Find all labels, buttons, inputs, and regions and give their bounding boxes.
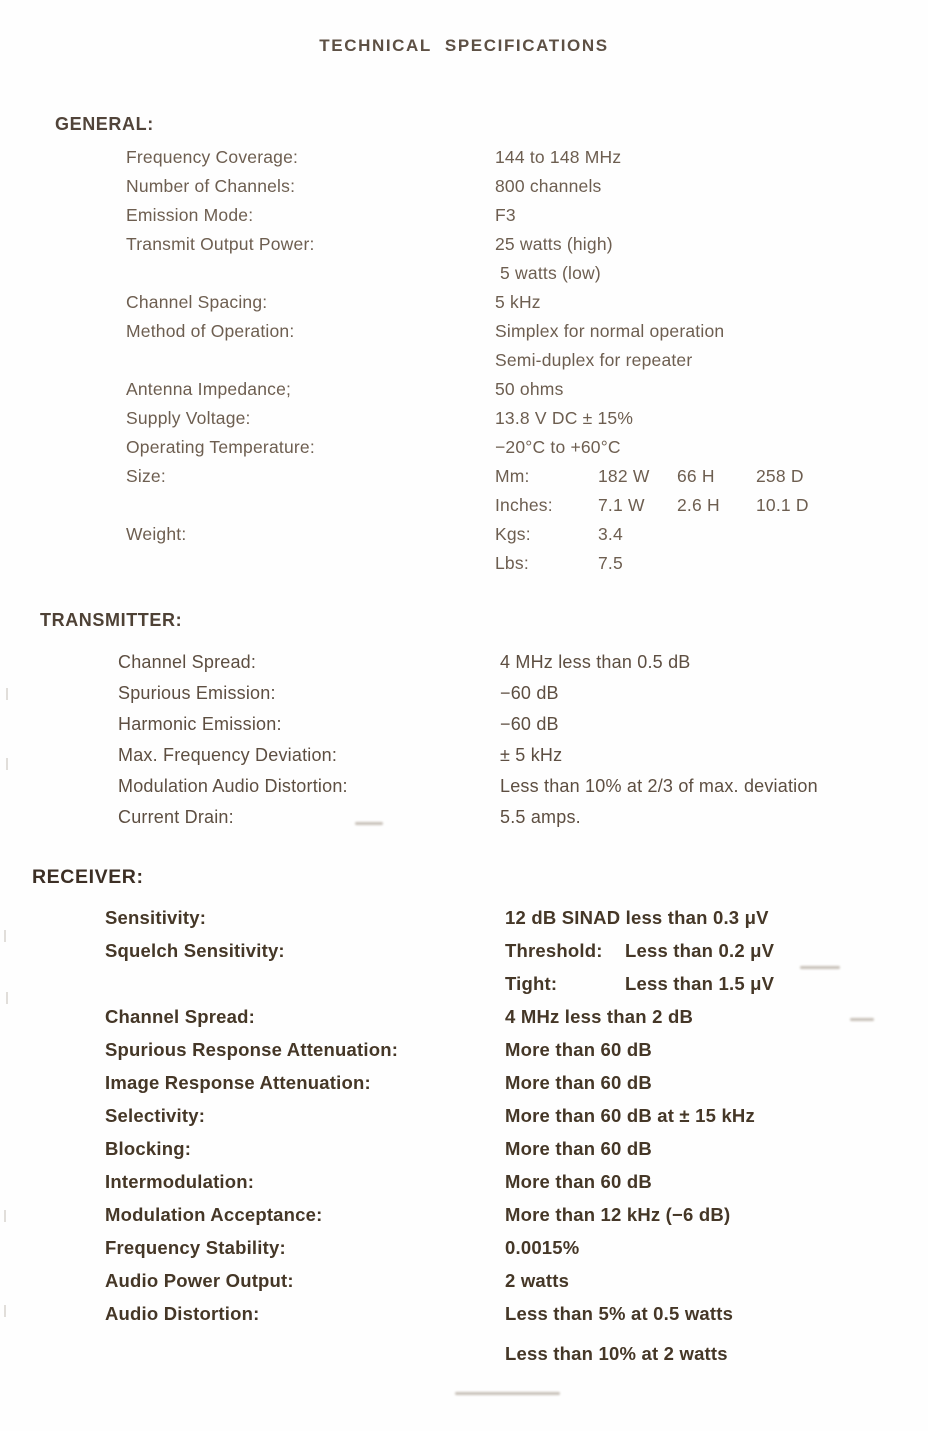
spec-value-segment: Lbs:: [495, 553, 529, 573]
scan-artifact: [355, 822, 383, 825]
section-heading-receiver: RECEIVER:: [32, 866, 144, 888]
spec-value-line: [495, 549, 835, 578]
spec-label: Channel Spread:: [118, 652, 257, 672]
spec-row: [126, 172, 835, 201]
spec-value-segment: Tight:: [505, 973, 558, 994]
spec-label: Method of Operation:: [126, 321, 295, 341]
spec-row: [105, 901, 774, 934]
spec-row: [118, 647, 818, 678]
spec-value: [505, 1165, 774, 1198]
spec-value: [495, 143, 835, 172]
spec-value-segment: 7.5: [598, 553, 623, 573]
spec-label: Audio Distortion:: [105, 1303, 260, 1324]
spec-value-segment: 3.4: [598, 524, 623, 544]
spec-value: [505, 1198, 774, 1231]
spec-value-segment: 258 D: [756, 466, 804, 486]
spec-value: [500, 647, 818, 678]
spec-value-line: 2 watts: [505, 1270, 570, 1291]
spec-value-segment: Kgs:: [495, 524, 531, 544]
spec-value-line: 25 watts (high): [495, 234, 613, 254]
spec-value: [495, 433, 835, 462]
spec-value-segment: Mm:: [495, 466, 530, 486]
spec-label: Transmit Output Power:: [126, 234, 315, 254]
spec-value-line: More than 60 dB: [505, 1039, 652, 1060]
spec-value-line: 5.5 amps.: [500, 807, 581, 827]
spec-value-segment: Less than 0.2 μV: [625, 940, 775, 961]
spec-label: Image Response Attenuation:: [105, 1072, 371, 1093]
spec-value-line: Semi-duplex for repeater: [495, 350, 693, 370]
spec-value-line: [505, 967, 774, 1000]
spec-value-segment: 66 H: [677, 466, 715, 486]
scan-artifact: [6, 758, 8, 770]
spec-row: [126, 230, 835, 288]
spec-value-line: [495, 520, 835, 549]
spec-row: [126, 143, 835, 172]
spec-row: [105, 1297, 774, 1370]
spec-value-line: More than 60 dB at ± 15 kHz: [505, 1105, 755, 1126]
scan-artifact: [4, 930, 6, 942]
spec-label: Modulation Audio Distortion:: [118, 776, 348, 796]
section-transmitter: [40, 610, 818, 833]
spec-value: [505, 1000, 774, 1033]
spec-value-segment: Inches:: [495, 495, 553, 515]
spec-label: Supply Voltage:: [126, 408, 251, 428]
spec-value: [495, 317, 835, 375]
spec-value-segment: 2.6 H: [677, 495, 720, 515]
spec-label: Operating Temperature:: [126, 437, 315, 457]
spec-value: [495, 172, 835, 201]
spec-row: [118, 802, 818, 833]
spec-row: [105, 1231, 774, 1264]
spec-value: [505, 1132, 774, 1165]
scan-artifact: [850, 1018, 874, 1021]
spec-value: [495, 462, 835, 520]
spec-value-line: 4 MHz less than 0.5 dB: [500, 652, 691, 672]
spec-value-segment: 182 W: [598, 466, 650, 486]
spec-value-line: [495, 462, 835, 491]
spec-row: [118, 709, 818, 740]
spec-value: [505, 901, 774, 934]
spec-rows: [118, 647, 818, 833]
spec-value-line: Less than 10% at 2/3 of max. deviation: [500, 776, 818, 796]
scan-artifact: [4, 1210, 6, 1222]
spec-label: Max. Frequency Deviation:: [118, 745, 338, 765]
scan-artifact: [6, 688, 8, 700]
spec-value-line: 5 kHz: [495, 292, 541, 312]
spec-value-line: More than 60 dB: [505, 1072, 652, 1093]
spec-value: [495, 404, 835, 433]
spec-label: Number of Channels:: [126, 176, 296, 196]
spec-label: Frequency Stability:: [105, 1237, 286, 1258]
spec-value-line: −20°C to +60°C: [495, 437, 621, 457]
spec-label: Current Drain:: [118, 807, 234, 827]
spec-value-segment: 10.1 D: [756, 495, 809, 515]
spec-row: [126, 317, 835, 375]
spec-row: [105, 1066, 774, 1099]
spec-value-line: Simplex for normal operation: [495, 321, 725, 341]
spec-value-line: [495, 491, 835, 520]
spec-label: Spurious Response Attenuation:: [105, 1039, 399, 1060]
spec-label: Selectivity:: [105, 1105, 206, 1126]
spec-value-line: 50 ohms: [495, 379, 564, 399]
spec-row: [105, 1198, 774, 1231]
scan-artifact: [455, 1392, 560, 1395]
spec-row: [105, 1264, 774, 1297]
spec-value-line: 4 MHz less than 2 dB: [505, 1006, 694, 1027]
spec-label: Emission Mode:: [126, 205, 254, 225]
spec-value: [500, 771, 818, 802]
spec-label: Audio Power Output:: [105, 1270, 294, 1291]
spec-value: [505, 1033, 774, 1066]
spec-value: [505, 934, 774, 1000]
scan-artifact: [6, 992, 8, 1004]
spec-value: [505, 1231, 774, 1264]
spec-value-line: More than 12 kHz (−6 dB): [505, 1204, 731, 1225]
spec-label: Harmonic Emission:: [118, 714, 282, 734]
spec-row: [126, 520, 835, 578]
spec-label: Spurious Emission:: [118, 683, 276, 703]
spec-row: [126, 288, 835, 317]
spec-value: [495, 230, 835, 288]
spec-label: Size:: [126, 466, 166, 486]
spec-label: Channel Spacing:: [126, 292, 268, 312]
spec-row: [105, 1033, 774, 1066]
spec-row: [126, 201, 835, 230]
spec-value: [495, 288, 835, 317]
spec-value-line: More than 60 dB: [505, 1171, 652, 1192]
spec-value-line: 5 watts (low): [495, 263, 601, 283]
spec-row: [118, 740, 818, 771]
spec-row: [126, 404, 835, 433]
spec-value-line: 12 dB SINAD less than 0.3 μV: [505, 907, 769, 928]
spec-value: [500, 802, 818, 833]
section-general: [55, 114, 835, 578]
spec-value-line: −60 dB: [500, 714, 559, 734]
spec-row: [105, 1132, 774, 1165]
spec-label: Modulation Acceptance:: [105, 1204, 323, 1225]
spec-value: [505, 1297, 774, 1370]
spec-value-line: More than 60 dB: [505, 1138, 652, 1159]
spec-value-line: −60 dB: [500, 683, 559, 703]
spec-row: [126, 433, 835, 462]
section-heading-transmitter: TRANSMITTER:: [40, 610, 183, 630]
spec-label: Sensitivity:: [105, 907, 207, 928]
spec-value-segment: 7.1 W: [598, 495, 645, 515]
spec-value-line: [505, 934, 774, 967]
spec-value: [505, 1264, 774, 1297]
spec-value: [495, 375, 835, 404]
section-receiver: [32, 866, 774, 1370]
spec-value-line: 800 channels: [495, 176, 602, 196]
page-title: TECHNICAL SPECIFICATIONS: [319, 36, 609, 55]
spec-value: [495, 201, 835, 230]
spec-value-line: F3: [495, 205, 516, 225]
spec-label: Antenna Impedance;: [126, 379, 292, 399]
spec-label: Squelch Sensitivity:: [105, 940, 285, 961]
spec-value-line: 144 to 148 MHz: [495, 147, 622, 167]
spec-value-line: ± 5 kHz: [500, 745, 563, 765]
spec-value-line: Less than 5% at 0.5 watts: [505, 1303, 734, 1324]
spec-value-line: 13.8 V DC ± 15%: [495, 408, 634, 428]
spec-value: [495, 520, 835, 578]
scan-artifact: [800, 966, 840, 969]
spec-value-line: Less than 10% at 2 watts: [505, 1343, 728, 1364]
spec-row: [126, 375, 835, 404]
spec-row: [105, 1000, 774, 1033]
spec-value-segment: Less than 1.5 μV: [625, 973, 775, 994]
spec-row: [105, 1165, 774, 1198]
section-heading-general: GENERAL:: [55, 114, 154, 134]
spec-label: Blocking:: [105, 1138, 192, 1159]
spec-value-segment: Threshold:: [505, 940, 603, 961]
spec-value: [505, 1099, 774, 1132]
spec-row: [105, 1099, 774, 1132]
spec-row: [118, 771, 818, 802]
spec-row: [105, 934, 774, 1000]
spec-label: Frequency Coverage:: [126, 147, 299, 167]
spec-rows: [105, 901, 774, 1370]
spec-value: [500, 709, 818, 740]
spec-value: [505, 1066, 774, 1099]
spec-value: [500, 740, 818, 771]
spec-value: [500, 678, 818, 709]
spec-label: Intermodulation:: [105, 1171, 255, 1192]
spec-row: [118, 678, 818, 709]
scan-artifact: [4, 1305, 6, 1317]
spec-row: [126, 462, 835, 520]
spec-label: Channel Spread:: [105, 1006, 255, 1027]
spec-label: Weight:: [126, 524, 187, 544]
spec-value-line: 0.0015%: [505, 1237, 580, 1258]
spec-rows: [126, 143, 835, 578]
